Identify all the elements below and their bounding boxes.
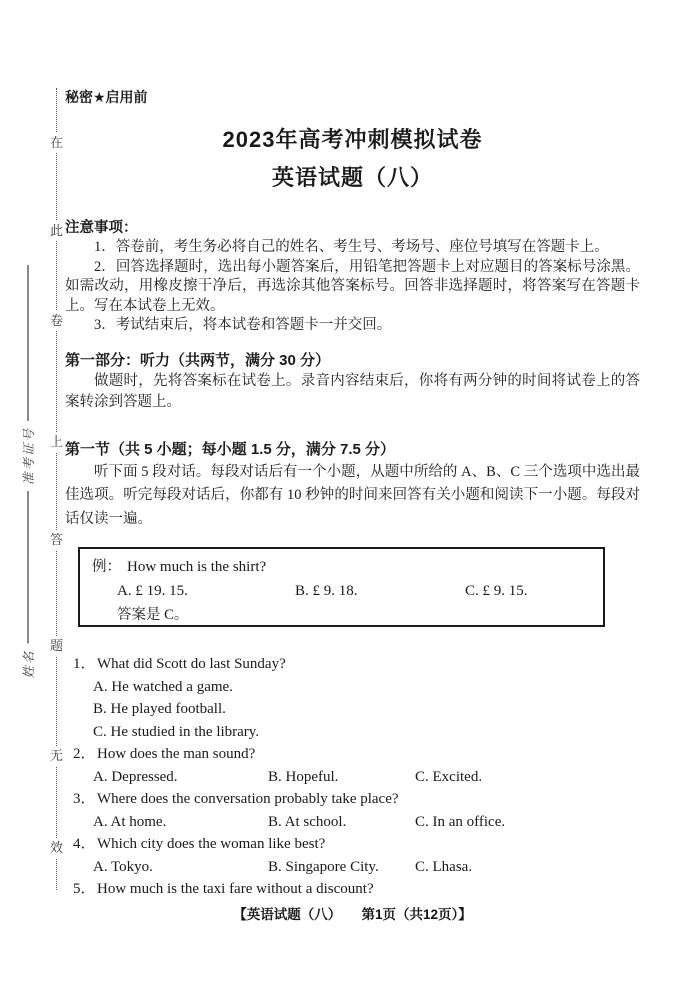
question-text: Where does the conversation probably take place? <box>97 791 399 807</box>
example-option-a: A. £ 19. 15. <box>117 583 188 599</box>
example-option-b: B. £ 9. 18. <box>295 583 358 599</box>
option-a: A. Depressed. <box>93 768 178 785</box>
notice-item: 3．考试结束后，将本试卷和答题卡一并交回。 <box>94 317 392 333</box>
question-number: 5． <box>73 881 96 897</box>
question-block <box>65 788 640 833</box>
seal-char: 效 <box>48 838 65 858</box>
page-footer: 【英语试题（八） 第1页（共12页）】 <box>233 907 472 922</box>
seal-char: 此 <box>48 221 65 241</box>
seal-char: 卷 <box>48 311 65 331</box>
question-number: 1． <box>73 656 96 672</box>
question-number: 3． <box>73 791 96 807</box>
secrecy-label: 秘密★启用前 <box>65 89 148 105</box>
option-c: C. Excited. <box>415 768 483 785</box>
option-b: B. He played football. <box>93 701 226 717</box>
notice-item: 2．回答选择题时，选出每小题答案后，用铅笔把答题卡上对应题目的答案标号涂黑。如需改动，用橡皮擦干净后，再选涂其他答案标号。回答非选择题时，将答案写在答题卡上。写在本试卷上无效。 <box>65 258 640 314</box>
option-a: A. Tokyo. <box>93 858 153 875</box>
example-label: 例： <box>92 559 121 575</box>
question-text: How does the man sound? <box>97 746 256 762</box>
notice-heading: 注意事项： <box>65 220 138 236</box>
question-number: 4． <box>73 836 96 852</box>
page-subtitle: 英语试题（八） <box>271 165 433 190</box>
seal-label-name: 姓名 <box>19 643 37 684</box>
question-text: Which city does the woman like best? <box>97 836 326 852</box>
section1-intro: 听下面 5 段对话。每段对话后有一个小题，从题中所给的 A、B、C 三个选项中选出最佳选项。听完每段对话后，你都有 10 秒钟的时间来回答有关小题和阅读下一小题。每段对话仅读一遍。 <box>65 463 640 527</box>
seal-label-exam-number: 准考证号 <box>19 421 37 491</box>
section1-heading: 第一节（共 5 小题；每小题 1.5 分，满分 7.5 分） <box>65 440 396 458</box>
option-b: B. At school. <box>268 813 347 830</box>
question-list <box>65 653 640 901</box>
notice-item: 1．答卷前，考生务必将自己的姓名、考生号、考场号、座位号填写在答题卡上。 <box>94 239 609 255</box>
seal-char: 在 <box>48 133 65 153</box>
option-b: B. Hopeful. <box>268 768 339 785</box>
part1-heading: 第一部分：听力（共两节，满分 30 分） <box>65 351 331 369</box>
seal-char: 题 <box>48 636 65 656</box>
example-box <box>78 547 605 627</box>
question-block <box>65 653 640 743</box>
part1-intro: 做题时，先将答案标在试卷上。录音内容结束后，你将有两分钟的时间将试卷上的答案转涂到答题上。 <box>65 372 640 410</box>
question-block <box>65 743 640 788</box>
page-title: 2023年高考冲刺模拟试卷 <box>222 127 483 152</box>
option-a: A. He watched a game. <box>93 678 233 695</box>
example-question: How much is the shirt? <box>127 559 267 575</box>
question-number: 2． <box>73 746 96 762</box>
option-a: A. At home. <box>93 813 167 830</box>
seal-char: 无 <box>48 746 65 766</box>
option-c: C. Lhasa. <box>415 858 473 875</box>
seal-char: 上 <box>48 432 65 452</box>
question-text: How much is the taxi fare without a discount? <box>97 881 374 897</box>
question-block <box>65 878 640 901</box>
seal-dotted-line <box>56 88 57 890</box>
example-answer: 答案是 C。 <box>117 607 189 623</box>
example-option-c: C. £ 9. 15. <box>465 583 528 599</box>
option-c: C. In an office. <box>415 813 506 830</box>
question-text: What did Scott do last Sunday? <box>97 656 286 672</box>
question-block <box>65 833 640 878</box>
option-b: B. Singapore City. <box>268 858 379 875</box>
content-column <box>65 88 640 901</box>
seal-char: 答 <box>48 530 65 550</box>
option-c: C. He studied in the library. <box>93 723 260 740</box>
